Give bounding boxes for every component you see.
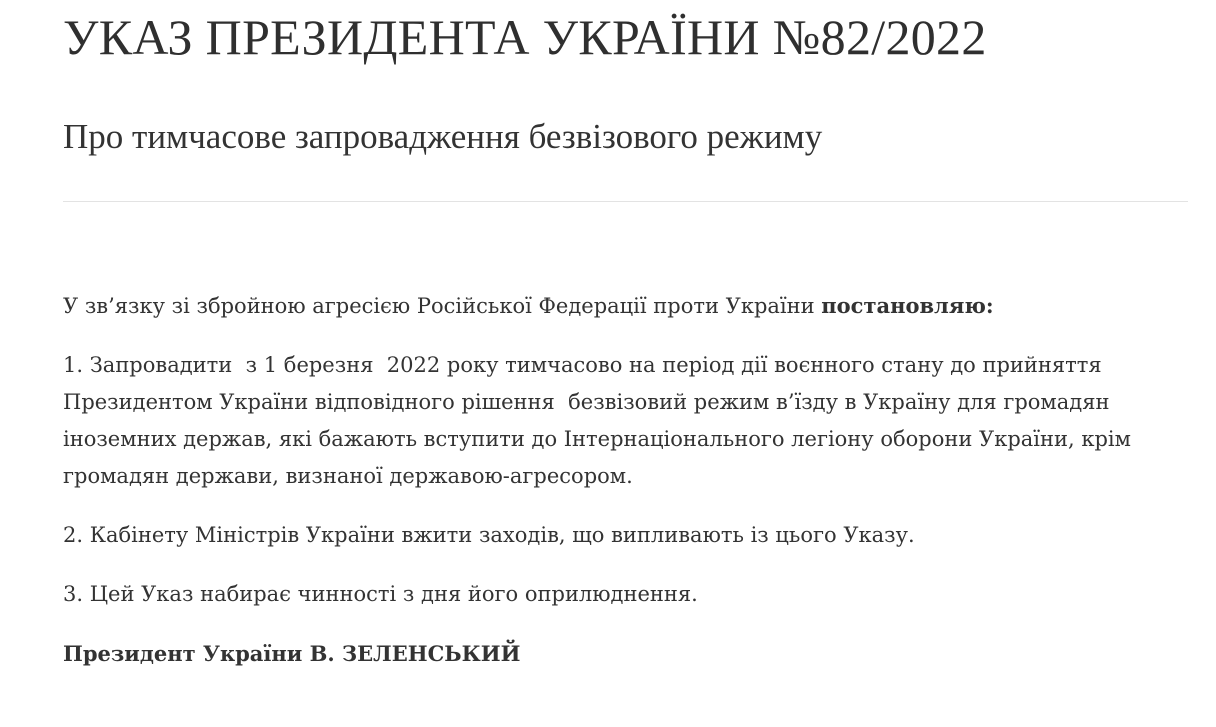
preamble-text: У зв’язку зі збройною агресією Російської Федерації проти України [63,294,822,318]
decree-item-3: 3. Цей Указ набирає чинності з дня його оприлюднення. [63,582,698,606]
signature: Президент України В. ЗЕЛЕНСЬКИЙ [63,641,521,666]
preamble-resolution: постановляю: [821,293,994,318]
preamble [63,287,1188,325]
decree-title: УКАЗ ПРЕЗИДЕНТА УКРАЇНИ №82/2022 [63,9,987,65]
decree-item-2: 2. Кабінету Міністрів України вжити заходів, що випливають із цього Указу. [63,523,915,547]
decree-item-1: 1. Запровадити з 1 березня 2022 року тимчасово на період дії воєнного стану до прийняття Президентом України відповідного рішення безвізовий режим в’їзду в Україну для громадян іноземних держав, які бажають вступити до Інтернаціонального легіону оборони України, крім громадян держави, визнаної державою-агресором. [63,353,1138,488]
decree-page [63,0,1188,694]
decree-body [63,287,1188,672]
header-divider [63,201,1188,202]
decree-subtitle: Про тимчасове запровадження безвізового режиму [63,117,823,156]
